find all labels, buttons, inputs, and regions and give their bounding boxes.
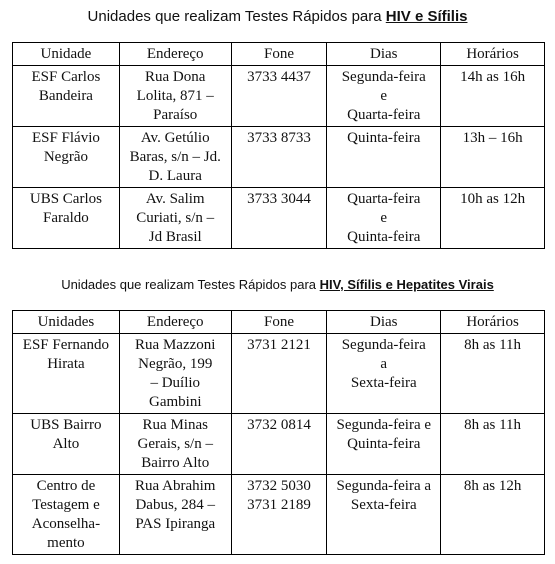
section2-title-prefix: Unidades que realizam Testes Rápidos para xyxy=(61,277,320,292)
cell-dias: Quarta-feira e Quinta-feira xyxy=(327,188,441,249)
cell-unidade: ESF Flávio Negrão xyxy=(13,127,120,188)
cell-fone: 3731 2121 xyxy=(231,334,327,414)
cell-horarios: 8h as 12h xyxy=(441,475,545,555)
column-header-endereco: Endereço xyxy=(119,43,231,66)
cell-dias: Segunda-feira a Sexta-feira xyxy=(327,475,441,555)
section1-title-prefix: Unidades que realizam Testes Rápidos para xyxy=(87,8,386,25)
table-row xyxy=(13,475,545,555)
hiv-syphilis-hepatitis-table xyxy=(12,310,545,555)
cell-endereco: Rua Mazzoni Negrão, 199 – Duílio Gambini xyxy=(119,334,231,414)
section1-title-emphasis: HIV e Sífilis xyxy=(385,8,468,25)
cell-fone: 3733 3044 xyxy=(231,188,327,249)
hiv-syphilis-table xyxy=(12,42,545,249)
cell-horarios: 8h as 11h xyxy=(441,334,545,414)
column-header-unidades: Unidades xyxy=(13,311,120,334)
cell-fone: 3732 5030 3731 2189 xyxy=(231,475,327,555)
cell-horarios: 14h as 16h xyxy=(441,66,545,127)
column-header-endereco: Endereço xyxy=(119,311,231,334)
table-header-row xyxy=(13,43,545,66)
cell-fone: 3732 0814 xyxy=(231,414,327,475)
column-header-unidade: Unidade xyxy=(13,43,120,66)
cell-endereco: Av. Salim Curiati, s/n – Jd Brasil xyxy=(119,188,231,249)
table-row xyxy=(13,66,545,127)
cell-dias: Quinta-feira xyxy=(327,127,441,188)
table-row xyxy=(13,127,545,188)
cell-unidade: UBS Carlos Faraldo xyxy=(13,188,120,249)
cell-unidade: UBS Bairro Alto xyxy=(13,414,120,475)
cell-unidade: Centro de Testagem e Aconselha- mento xyxy=(13,475,120,555)
column-header-dias: Dias xyxy=(327,43,441,66)
cell-endereco: Rua Dona Lolita, 871 – Paraíso xyxy=(119,66,231,127)
column-header-fone: Fone xyxy=(231,43,327,66)
column-header-dias: Dias xyxy=(327,311,441,334)
section2-title xyxy=(0,277,555,292)
cell-endereco: Av. Getúlio Baras, s/n – Jd. D. Laura xyxy=(119,127,231,188)
table-row xyxy=(13,414,545,475)
cell-horarios: 10h as 12h xyxy=(441,188,545,249)
cell-dias: Segunda-feira e Quarta-feira xyxy=(327,66,441,127)
table-header-row xyxy=(13,311,545,334)
table-row xyxy=(13,188,545,249)
cell-unidade: ESF Fernando Hirata xyxy=(13,334,120,414)
cell-fone: 3733 4437 xyxy=(231,66,327,127)
section2-title-emphasis: HIV, Sífilis e Hepatites Virais xyxy=(319,277,494,292)
column-header-horarios: Horários xyxy=(441,43,545,66)
table-row xyxy=(13,334,545,414)
cell-horarios: 13h – 16h xyxy=(441,127,545,188)
section1-title xyxy=(0,8,555,25)
cell-dias: Segunda-feira a Sexta-feira xyxy=(327,334,441,414)
cell-dias: Segunda-feira e Quinta-feira xyxy=(327,414,441,475)
cell-endereco: Rua Abrahim Dabus, 284 – PAS Ipiranga xyxy=(119,475,231,555)
cell-horarios: 8h as 11h xyxy=(441,414,545,475)
column-header-fone: Fone xyxy=(231,311,327,334)
cell-fone: 3733 8733 xyxy=(231,127,327,188)
cell-endereco: Rua Minas Gerais, s/n – Bairro Alto xyxy=(119,414,231,475)
cell-unidade: ESF Carlos Bandeira xyxy=(13,66,120,127)
column-header-horarios: Horários xyxy=(441,311,545,334)
